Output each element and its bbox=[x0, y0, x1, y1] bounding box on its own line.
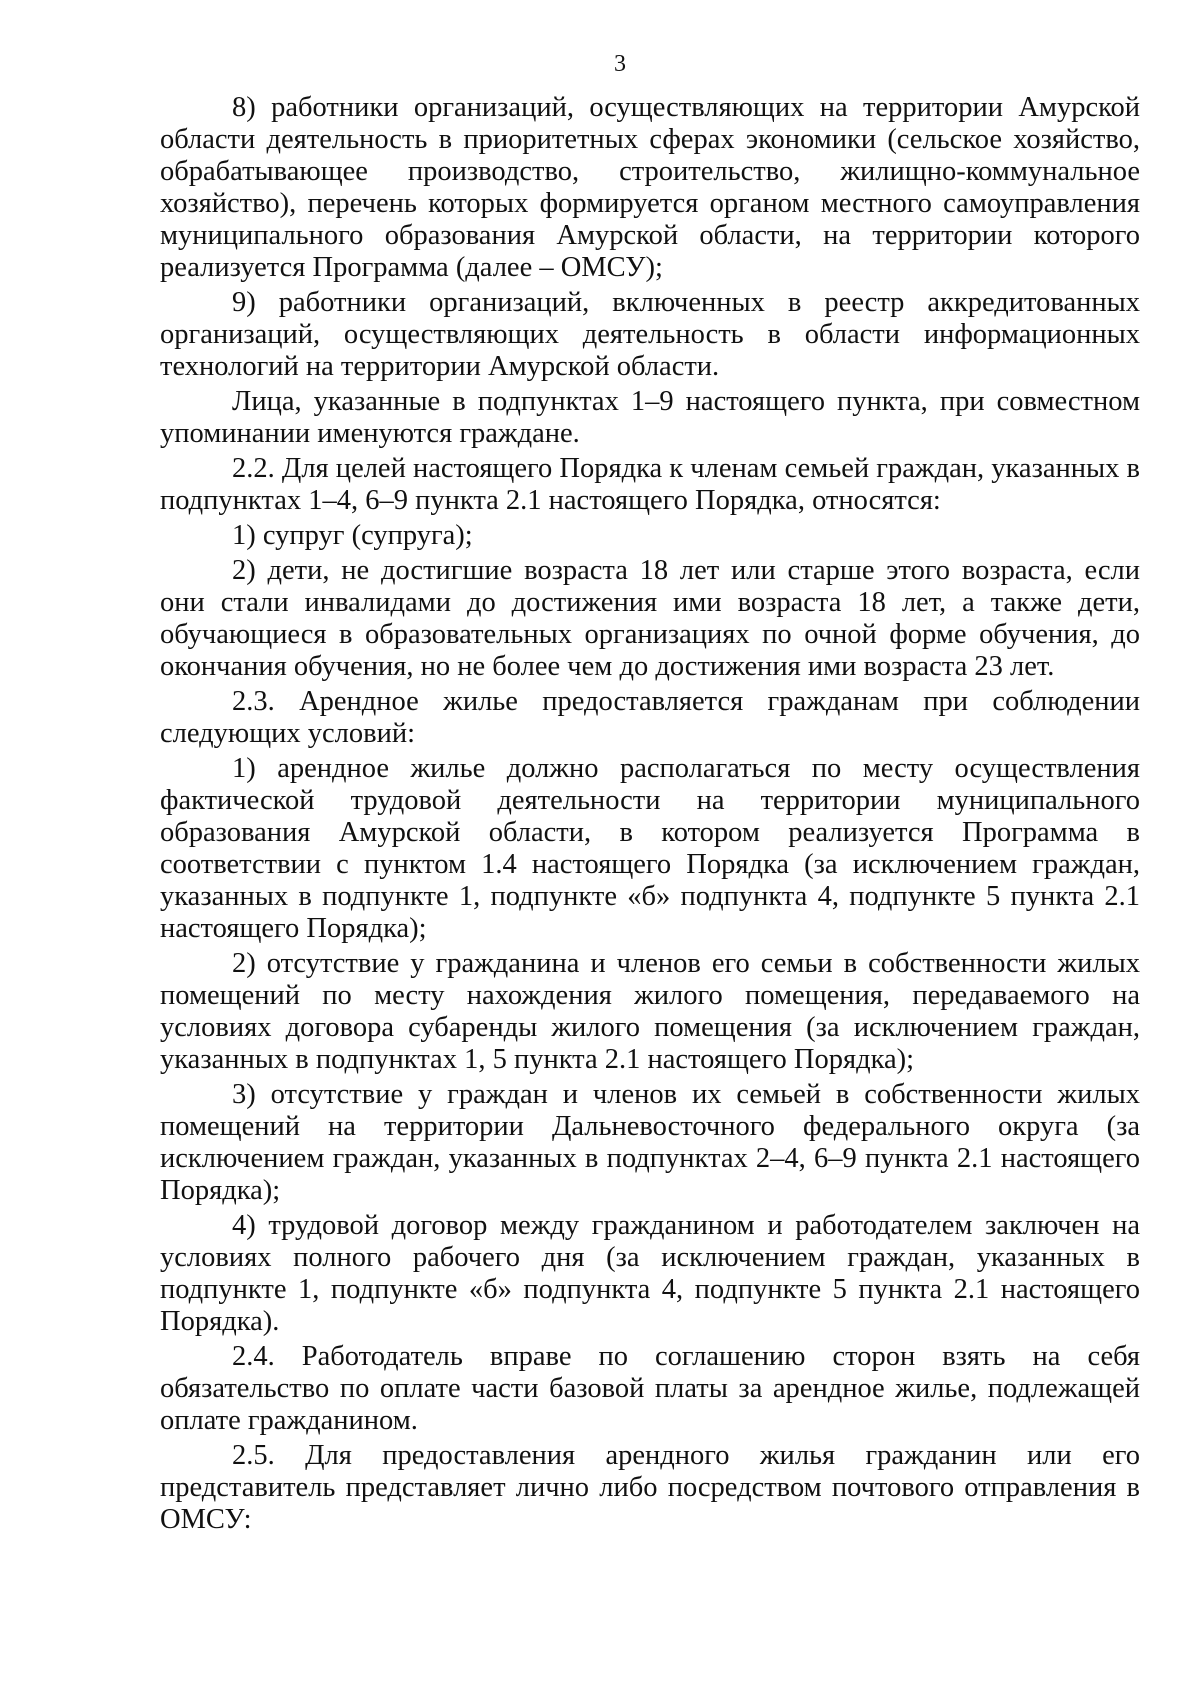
document-body bbox=[160, 92, 1140, 1536]
paragraph: 1) арендное жилье должно располагаться по месту осуществления фактической трудовой деятельности на территории муниципального образования Амурской области, в котором реализуется Программа в соответствии с пунктом 1.4 настоящего Порядка (за исключением граждан, указанных в подпункте 1, подпункте «б» подпункта 4, подпункте 5 пункта 2.1 настоящего Порядка); bbox=[160, 753, 1140, 944]
paragraph: 2) дети, не достигшие возраста 18 лет или старше этого возраста, если они стали инвалидами до достижения ими возраста 18 лет, а также дети, обучающиеся в образовательных организациях по очной форме обучения, до окончания обучения, но не более чем до достижения ими возраста 23 лет. bbox=[160, 555, 1140, 682]
paragraph: 2.5. Для предоставления арендного жилья гражданин или его представитель представляет лично либо посредством почтового отправления в ОМСУ: bbox=[160, 1440, 1140, 1535]
paragraph: Лица, указанные в подпунктах 1–9 настоящего пункта, при совместном упоминании именуются граждане. bbox=[160, 386, 1140, 449]
paragraph: 2) отсутствие у гражданина и членов его семьи в собственности жилых помещений по месту нахождения жилого помещения, передаваемого на условиях договора субаренды жилого помещения (за исключением граждан, указанных в подпунктах 1, 5 пункта 2.1 настоящего Порядка); bbox=[160, 948, 1140, 1075]
paragraph: 9) работники организаций, включенных в реестр аккредитованных организаций, осуществляющих деятельность в области информационных технологий на территории Амурской области. bbox=[160, 287, 1140, 382]
page-number: 3 bbox=[614, 51, 626, 77]
paragraph: 2.4. Работодатель вправе по соглашению сторон взять на себя обязательство по оплате части базовой платы за арендное жилье, подлежащей оплате гражданином. bbox=[160, 1341, 1140, 1436]
paragraph: 8) работники организаций, осуществляющих на территории Амурской области деятельность в приоритетных сферах экономики (сельское хозяйство, обрабатывающее производство, строительство, жилищно-коммунальное хозяйство), перечень которых формируется органом местного самоуправления муниципального образования Амурской области, на территории которого реализуется Программа (далее – ОМСУ); bbox=[160, 92, 1140, 283]
paragraph: 3) отсутствие у граждан и членов их семьей в собственности жилых помещений на территории Дальневосточного федерального округа (за исключением граждан, указанных в подпунктах 2–4, 6–9 пункта 2.1 настоящего Порядка); bbox=[160, 1079, 1140, 1206]
paragraph: 4) трудовой договор между гражданином и работодателем заключен на условиях полного рабочего дня (за исключением граждан, указанных в подпункте 1, подпункте «б» подпункта 4, подпункте 5 пункта 2.1 настоящего Порядка). bbox=[160, 1210, 1140, 1337]
paragraph: 2.3. Арендное жилье предоставляется гражданам при соблюдении следующих условий: bbox=[160, 686, 1140, 749]
paragraph: 2.2. Для целей настоящего Порядка к членам семьей граждан, указанных в подпунктах 1–4, 6–9 пункта 2.1 настоящего Порядка, относятся: bbox=[160, 453, 1140, 516]
paragraph: 1) супруг (супруга); bbox=[232, 520, 473, 551]
